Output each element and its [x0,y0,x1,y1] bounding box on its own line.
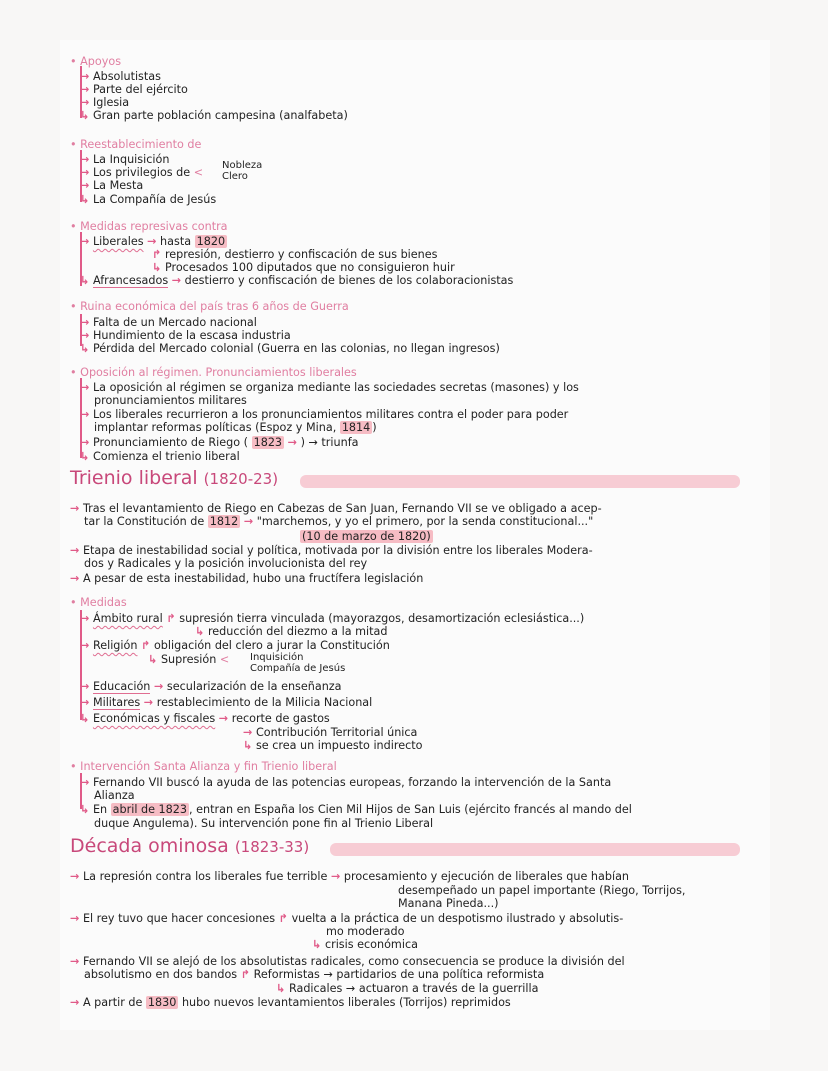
item: → Los privilegios de < [80,166,204,179]
paragraph: → La represión contra los liberales fue terrible → procesamiento y ejecución de liberales que habían [70,870,630,883]
item: ↳ Pérdida del Mercado colonial (Guerra en las colonias, no llegan ingresos) [80,342,500,355]
paragraph-cont: desempeñado un papel importante (Riego, Torrijos, [398,884,686,897]
paragraph-cont: tar la Constitución de 1812 → "marchemos, y yo el primero, por la senda constitucional..." [84,515,594,528]
item-sub: Nobleza [222,160,263,171]
paragraph: → Fernando VII se alejó de los absolutistas radicales, como consecuencia se produce la división del [70,955,625,968]
item-sub: ↱ represión, destierro y confiscación de sus bienes [152,248,438,261]
item-cont: pronunciamientos militares [94,394,247,407]
item-cont: Alianza [94,789,135,802]
item-sub: Inquisición [250,652,304,663]
item: → Pronunciamiento de Riego ( 1823 → ) → triunfa [80,436,359,449]
item-sub: ↳ Supresión < [148,653,230,666]
item: ↳ Gran parte población campesina (analfabeta) [80,109,348,122]
paragraph-cont: ↳ Radicales → actuaron a través de la guerrilla [276,982,539,995]
item-cont: duque Angulema). Su intervención pone fin al Trienio Liberal [94,817,434,830]
paragraph-cont: mo moderado [326,925,405,938]
heading-medidas-represivas: • Medidas represivas contra [70,220,228,233]
paragraph-cont: dos y Radicales y la posición involucionista del rey [84,557,368,570]
item-sub: Compañía de Jesús [250,663,346,674]
item-cont: implantar reformas políticas (Espoz y Mina, 1814 ) [94,421,377,434]
paragraph: → Tras el levantamiento de Riego en Cabezas de San Juan, Fernando VII se ve obligado a acep- [70,502,602,515]
heading-medidas: • Medidas [70,596,127,609]
item: → Militares → restablecimiento de la Milicia Nacional [80,696,373,709]
paragraph-cont: ↳ crisis económica [312,938,418,951]
paragraph: → A partir de 1830 hubo nuevos levantamientos liberales (Torrijos) reprimidos [70,996,511,1009]
item: ↳ Comienza el trienio liberal [80,450,240,463]
title-trienio: Trienio liberal (1820-23) [70,467,279,489]
heading-intervencion: • Intervención Santa Alianza y fin Trienio liberal [70,760,337,773]
item: → La oposición al régimen se organiza mediante las sociedades secretas (masones) y los [80,381,579,394]
item: → La Mesta [80,179,144,192]
paragraph-cont: Manana Pineda...) [398,897,499,910]
item: → La Inquisición [80,153,170,166]
item-sub: ↳ se crea un impuesto indirecto [243,739,423,752]
item: → Educación → secularización de la enseñanza [80,680,342,693]
item: → Liberales → hasta 1820 [80,235,226,248]
paragraph: → Etapa de inestabilidad social y política, motivada por la división entre los liberales Modera- [70,544,593,557]
item: → Religión ↱ obligación del clero a jurar la Constitución [80,639,390,652]
title-decada: Década ominosa (1823-33) [70,835,310,857]
item: → Los liberales recurrieron a los pronunciamientos militares contra el poder para poder [80,408,569,421]
item: → Fernando VII buscó la ayuda de las potencias europeas, forzando la intervención de la Santa [80,776,612,789]
heading-ruina: • Ruina económica del país tras 6 años de Guerra [70,300,349,313]
heading-restablecimiento: • Reestablecimiento de [70,138,202,151]
item: ↳ La Compañía de Jesús [80,193,217,206]
item: ↳ En abril de 1823 , entran en España los Cien Mil Hijos de San Luis (ejército francés al mando del [80,803,632,816]
item: → Hundimiento de la escasa industria [80,329,291,342]
item-sub: ↳ Procesados 100 diputados que no consiguieron huir [152,261,455,274]
item: → Iglesia [80,96,130,109]
heading-oposicion: • Oposición al régimen. Pronunciamientos liberales [70,366,357,379]
paragraph-cont: absolutismo en dos bandos ↱ Reformistas → partidarios de una política reformista [84,968,545,981]
item-sub: ↳ reducción del diezmo a la mitad [195,625,388,638]
item: → Absolutistas [80,70,161,83]
item-sub: → Contribución Territorial única [243,726,418,739]
item: → Falta de un Mercado nacional [80,316,257,329]
item: → Ámbito rural ↱ supresión tierra vinculada (mayorazgos, desamortización eclesiástica...) [80,612,585,625]
item: ↳ Económicas y fiscales → recorte de gastos [80,712,330,725]
item-sub: Clero [222,171,248,182]
heading-apoyos: • Apoyos [70,55,122,68]
title-highlight-band [300,475,740,488]
title-highlight-band [330,843,740,856]
date-note: (10 de marzo de 1820) [302,530,431,543]
item: ↳ Afrancesados → destierro y confiscación de bienes de los colaboracionistas [80,274,514,287]
paragraph: → El rey tuvo que hacer concesiones ↱ vuelta a la práctica de un despotismo ilustrado y absolutis- [70,912,624,925]
paragraph: → A pesar de esta inestabilidad, hubo una fructífera legislación [70,572,424,585]
item: → Parte del ejército [80,83,188,96]
